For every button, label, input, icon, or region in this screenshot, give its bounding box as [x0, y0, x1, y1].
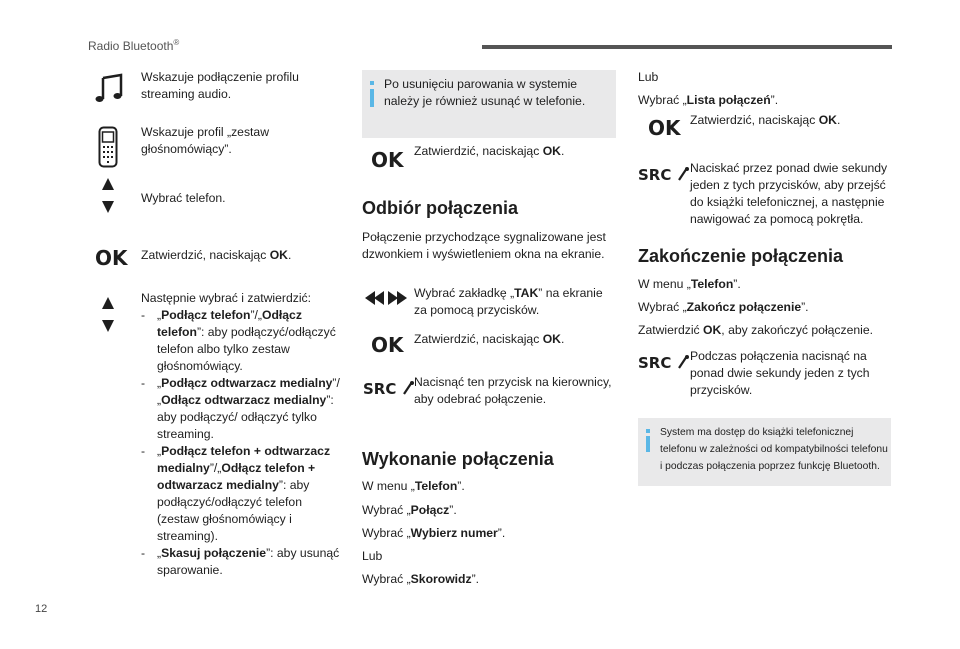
- menu-suffix: ”.: [733, 277, 741, 291]
- src-phonebook-text: Naciskać przez ponad dwie sekundy jeden z tych przycisków, aby przejść do książki telefonicznej, a następnie nawigować za pomocą pokrętła.: [690, 161, 888, 226]
- confirm-ok-bold: OK: [542, 144, 561, 158]
- next-step-text: Następnie wybrać i zatwierdzić:: [141, 291, 312, 305]
- ok-button-icon: OK: [371, 333, 404, 357]
- skorowidz-bold: Skorowidz: [410, 572, 472, 586]
- option-connect-media: Podłącz odtwarzacz medialny: [161, 376, 333, 390]
- confirm-suffix: .: [560, 332, 565, 346]
- menu-prefix: W menu „: [362, 479, 415, 493]
- src-label: SRC: [638, 166, 672, 184]
- info-bar: [370, 89, 374, 107]
- arrow-down-icon: [102, 320, 114, 332]
- quote-mid: ”/„: [250, 308, 262, 322]
- confirm-ok-bold: OK: [269, 248, 288, 262]
- confirm-suffix: , aby zakończyć połączenie.: [721, 323, 874, 337]
- quote-open: „: [157, 444, 162, 458]
- confirm-suffix: .: [836, 113, 841, 127]
- src-end-text: Podczas połączenia nacisnąć na ponad dwie sekundy jeden z tych przycisków.: [690, 349, 870, 397]
- option-connect-both: Podłącz telefon + odtwarzacz medialny: [157, 444, 331, 475]
- src-label: SRC: [363, 380, 397, 398]
- select-suffix: ”.: [801, 300, 809, 314]
- select-lista-text: [638, 92, 778, 109]
- options-block: [141, 290, 341, 579]
- registered-mark: ®: [173, 38, 180, 47]
- info-box: [638, 418, 891, 486]
- polacz-bold: Połącz: [410, 503, 450, 517]
- select-prefix: Wybrać „: [362, 503, 411, 517]
- quote-open: „: [157, 308, 162, 322]
- src-button-icon: [363, 380, 415, 399]
- info-bar: [370, 81, 374, 85]
- menu-telefon-text: [638, 276, 741, 293]
- select-skorowidz-text: [362, 571, 479, 588]
- section-title-make-call: Wykonanie połączenia: [362, 449, 554, 469]
- info-box: [362, 70, 616, 138]
- confirm-prefix: Zatwierdzić, naciskając: [141, 248, 270, 262]
- select-suffix: ”.: [770, 93, 779, 107]
- option-description: ”: aby usunąć sparowanie.: [157, 546, 340, 577]
- list-item: [141, 545, 341, 579]
- list-item: [141, 307, 341, 375]
- page-number: 12: [35, 603, 48, 615]
- menu-suffix: ”.: [457, 479, 465, 493]
- info-text: System ma dostęp do książki telefonicznej telefonu w zależności od kompatybilności telefonu i podczas połączenia poprzez funkcję Bluetooth.: [660, 427, 888, 472]
- select-numer-text: [362, 525, 505, 542]
- menu-bold: Telefon: [414, 479, 458, 493]
- confirm-prefix: Zatwierdzić, naciskając: [414, 144, 543, 158]
- option-disconnect-phone: Odłącz telefon: [157, 308, 302, 339]
- select-zakoncz-text: [638, 299, 809, 316]
- confirm-ok-bold: OK: [542, 332, 561, 346]
- menu-telefon-text: [362, 478, 465, 495]
- quote-mid: ”/„: [209, 461, 222, 475]
- option-description: ”: aby podłączyć/ odłączyć tylko streaming.: [157, 393, 334, 441]
- src-answer-text: Nacisnąć ten przycisk na kierownicy, aby odebrać połączenie.: [414, 375, 612, 406]
- or-text: Lub: [362, 549, 383, 563]
- confirm-ok-text: [690, 112, 840, 129]
- quote-open: „: [157, 376, 162, 390]
- section-title-receive-call: Odbiór połączenia: [362, 198, 519, 218]
- menu-prefix: W menu „: [638, 277, 691, 291]
- confirm-suffix: .: [560, 144, 565, 158]
- select-prefix: Wybrać „: [362, 526, 411, 540]
- or-text: Lub: [638, 70, 659, 84]
- lista-bold: Lista połączeń: [686, 93, 771, 107]
- confirm-ok-text: [414, 143, 564, 160]
- music-note-icon: [93, 72, 125, 109]
- numer-bold: Wybierz numer: [410, 526, 498, 540]
- streaming-profile-text: Wskazuje podłączenie profilu streaming audio.: [141, 70, 299, 101]
- zakoncz-bold: Zakończ połączenie: [686, 300, 802, 314]
- list-dash: -: [141, 444, 146, 458]
- arrow-down-icon: [102, 201, 114, 213]
- select-suffix: ”.: [449, 503, 457, 517]
- handsfree-profile-text: Wskazuje profil „zestaw głośnomówiący”.: [141, 125, 270, 156]
- option-connect-phone: Podłącz telefon: [161, 308, 251, 322]
- confirm-suffix: .: [287, 248, 292, 262]
- src-button-icon: [638, 354, 690, 373]
- header-rule: [482, 45, 892, 49]
- info-bar: [646, 436, 650, 452]
- list-item: [141, 443, 341, 545]
- select-prefix: Wybrać „: [638, 300, 687, 314]
- confirm-ok-text: [141, 247, 291, 264]
- option-disconnect-media: Odłącz odtwarzacz medialny: [161, 393, 327, 407]
- info-text: Po usunięciu parowania w systemie należy je również usunąć w telefonie.: [384, 77, 586, 108]
- section-title-end-call: Zakończenie połączenia: [638, 246, 844, 266]
- src-label: SRC: [638, 354, 672, 372]
- list-dash: -: [141, 308, 146, 322]
- up-down-arrows-icon: [102, 297, 114, 332]
- header-title: Radio Bluetooth: [88, 39, 174, 53]
- tak-bold: TAK: [514, 286, 539, 300]
- menu-bold: Telefon: [690, 277, 734, 291]
- confirm-prefix: Zatwierdzić, naciskając: [690, 113, 819, 127]
- info-bar: [646, 429, 650, 433]
- quote-mid: ”/„: [157, 376, 340, 407]
- select-prefix: Wybrać „: [638, 93, 687, 107]
- tak-suffix: ” na ekranie za pomocą przycisków.: [414, 286, 603, 317]
- receive-call-intro: Połączenie przychodzące sygnalizowane jest dzwonkiem i wyświetleniem okna na ekranie.: [362, 230, 606, 261]
- list-item: [141, 375, 341, 443]
- select-suffix: ”.: [497, 526, 506, 540]
- select-tak-text: [414, 285, 614, 319]
- arrow-up-icon: [102, 178, 114, 190]
- select-polacz-text: [362, 502, 457, 519]
- option-description: ”: aby podłączyć/odłączyć telefon (zestaw głośnomówiący i streaming).: [157, 478, 310, 543]
- confirm-ok-text: [414, 331, 564, 348]
- select-suffix: ”.: [471, 572, 480, 586]
- confirm-ok-bold: OK: [703, 323, 722, 337]
- ok-button-icon: OK: [95, 246, 128, 270]
- confirm-prefix: Zatwierdzić: [638, 323, 704, 337]
- select-prefix: Wybrać „: [362, 572, 411, 586]
- list-dash: -: [141, 376, 146, 390]
- option-disconnect-both: Odłącz telefon + odtwarzacz medialny: [157, 461, 316, 492]
- left-right-arrows-icon: [365, 291, 407, 310]
- up-down-arrows-icon: [102, 178, 114, 213]
- confirm-ok-bold: OK: [818, 113, 837, 127]
- arrow-up-icon: [102, 297, 114, 309]
- src-button-icon: [638, 166, 690, 185]
- list-dash: -: [141, 546, 146, 560]
- confirm-prefix: Zatwierdzić, naciskając: [414, 332, 543, 346]
- select-phone-text: Wybrać telefon.: [141, 191, 226, 205]
- option-description: ”: aby podłączyć/odłączyć telefon albo tylko zestaw głośnomówiący.: [157, 325, 336, 373]
- confirm-end-text: [638, 322, 873, 339]
- running-header: [88, 38, 179, 53]
- option-delete-connection: Skasuj połączenie: [161, 546, 267, 560]
- tak-prefix: Wybrać zakładkę „: [414, 286, 515, 300]
- phone-handset-icon: [98, 126, 118, 173]
- ok-button-icon: OK: [371, 148, 404, 172]
- ok-button-icon: OK: [648, 116, 681, 140]
- quote-open: „: [157, 546, 162, 560]
